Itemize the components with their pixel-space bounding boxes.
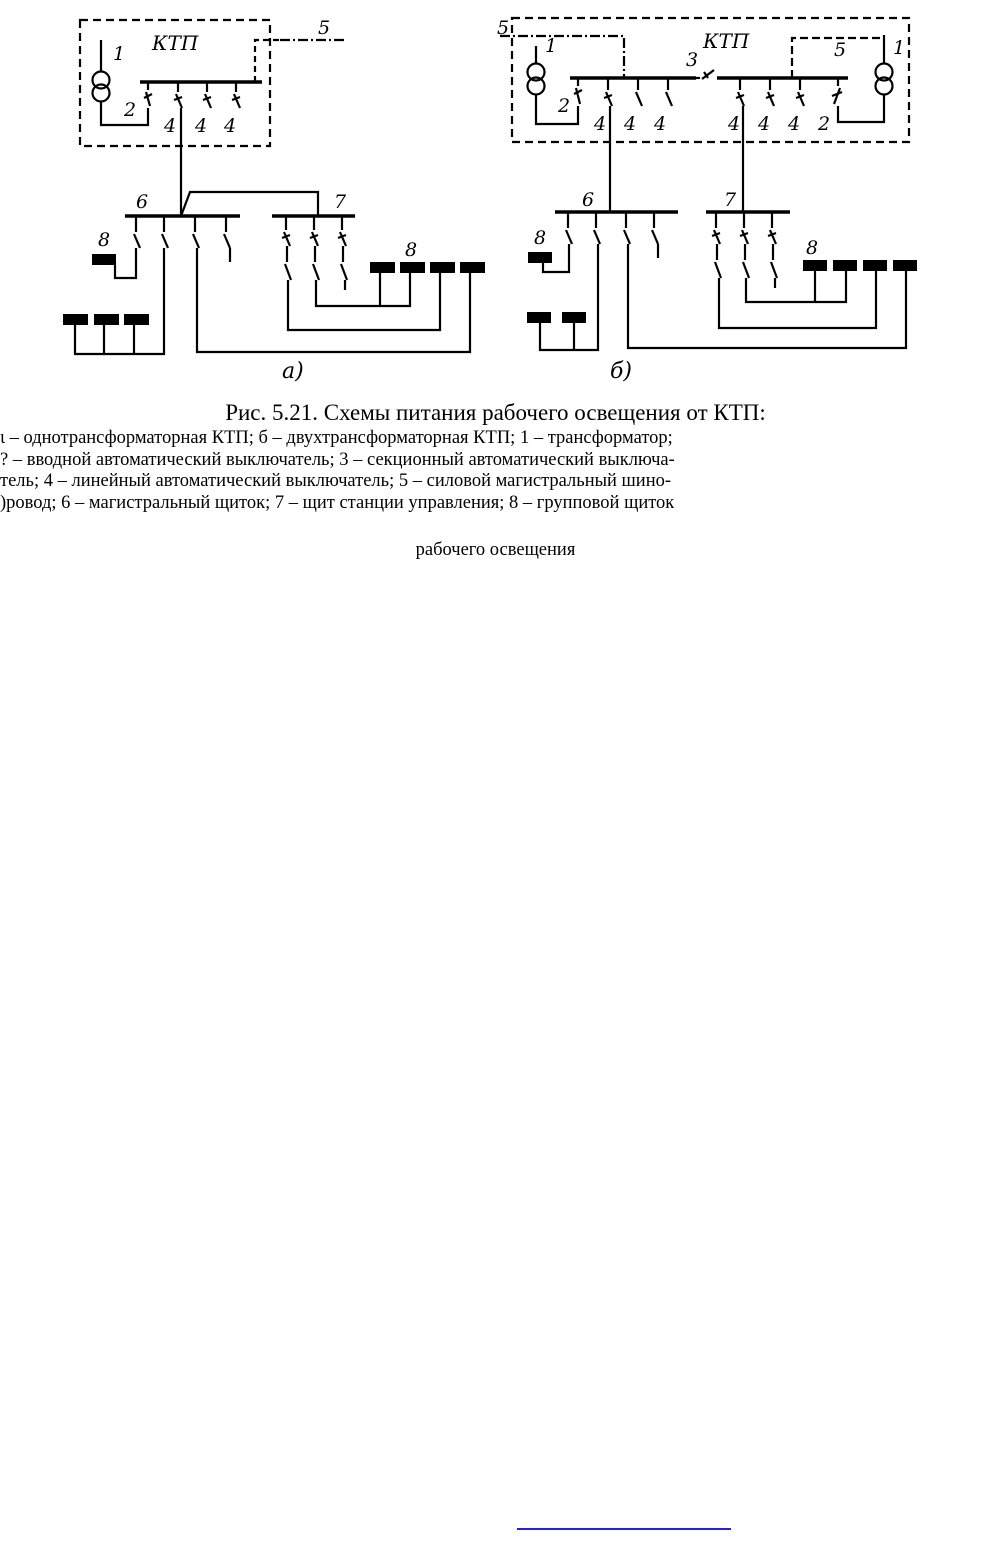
scheme-b xyxy=(500,18,917,350)
breaker-icon xyxy=(144,82,240,108)
control-switch-icon xyxy=(282,216,347,280)
label-group-panel-a-left: 8 xyxy=(98,229,111,251)
lighting-supply-diagram xyxy=(0,0,991,400)
section-breaker-icon xyxy=(696,70,714,79)
scheme-a xyxy=(63,20,485,354)
subfig-label-a: а) xyxy=(282,359,304,384)
footer-link-underline[interactable] xyxy=(517,1528,731,1530)
label-main-panel-b: 6 xyxy=(582,189,595,211)
label-line-breaker-a-1: 4 xyxy=(164,115,177,137)
label-section-breaker-b: 3 xyxy=(686,49,699,71)
busway-5-b-left xyxy=(500,36,624,78)
caption-line-1: ι – однотрансформаторная КТП; б – двухтрансформаторная КТП; 1 – трансформатор; xyxy=(0,428,673,448)
label-input-breaker-b-right: 2 xyxy=(818,113,831,135)
switch-icon xyxy=(134,216,230,248)
figure-caption-body xyxy=(0,428,991,514)
subfig-label-b: б) xyxy=(610,359,633,384)
label-control-panel-a: 7 xyxy=(334,191,347,213)
label-line-breaker-b-4: 4 xyxy=(728,113,741,135)
label-transformer-b-right: 1 xyxy=(893,37,906,59)
group-panel-icon xyxy=(527,252,586,323)
switch-icon xyxy=(566,212,658,244)
breaker-icon xyxy=(574,78,672,106)
label-line-breaker-a-2: 4 xyxy=(195,115,208,137)
label-ktp-b: КТП xyxy=(703,29,750,53)
label-line-breaker-a-3: 4 xyxy=(224,115,237,137)
label-busway-b-left: 5 xyxy=(497,17,510,39)
label-main-panel-a: 6 xyxy=(136,191,149,213)
label-input-breaker-b-left: 2 xyxy=(558,95,571,117)
caption-line-4: )ровод; 6 – магистральный щиток; 7 – щит станции управления; 8 – групповой щиток xyxy=(0,492,675,513)
label-line-breaker-b-1: 4 xyxy=(594,113,607,135)
group-panel-icon xyxy=(803,260,917,271)
label-line-breaker-b-5: 4 xyxy=(758,113,771,135)
busway-5-a xyxy=(255,40,280,82)
label-ktp-a: КТП xyxy=(152,31,199,55)
label-line-breaker-b-2: 4 xyxy=(624,113,637,135)
label-transformer-b-left: 1 xyxy=(545,35,558,57)
caption-line-3: тель; 4 – линейный автоматический выключатель; 5 – силовой магистральный шино- xyxy=(0,471,672,491)
figure-caption-last-line: рабочего освещения xyxy=(415,540,576,560)
label-busway-b-right: 5 xyxy=(834,39,847,61)
label-control-panel-b: 7 xyxy=(724,189,737,211)
transformer-icon xyxy=(528,46,579,124)
label-busway-a: 5 xyxy=(318,17,331,39)
control-switch-icon xyxy=(712,212,777,278)
figure-caption-title: Рис. 5.21. Схемы питания рабочего освещения от КТП: xyxy=(225,400,766,425)
group-panel-icon xyxy=(370,262,485,273)
label-line-breaker-b-3: 4 xyxy=(654,113,667,135)
label-group-panel-a-right: 8 xyxy=(405,239,418,261)
label-line-breaker-b-6: 4 xyxy=(788,113,801,135)
label-group-panel-b-right: 8 xyxy=(806,237,819,259)
label-group-panel-b-left: 8 xyxy=(534,227,547,249)
breaker-icon xyxy=(736,78,842,106)
caption-line-2: ? – вводной автоматический выключатель; 3 – секционный автоматический выключа- xyxy=(0,449,675,470)
label-transformer-a: 1 xyxy=(113,43,126,65)
label-input-breaker-a: 2 xyxy=(124,99,137,121)
